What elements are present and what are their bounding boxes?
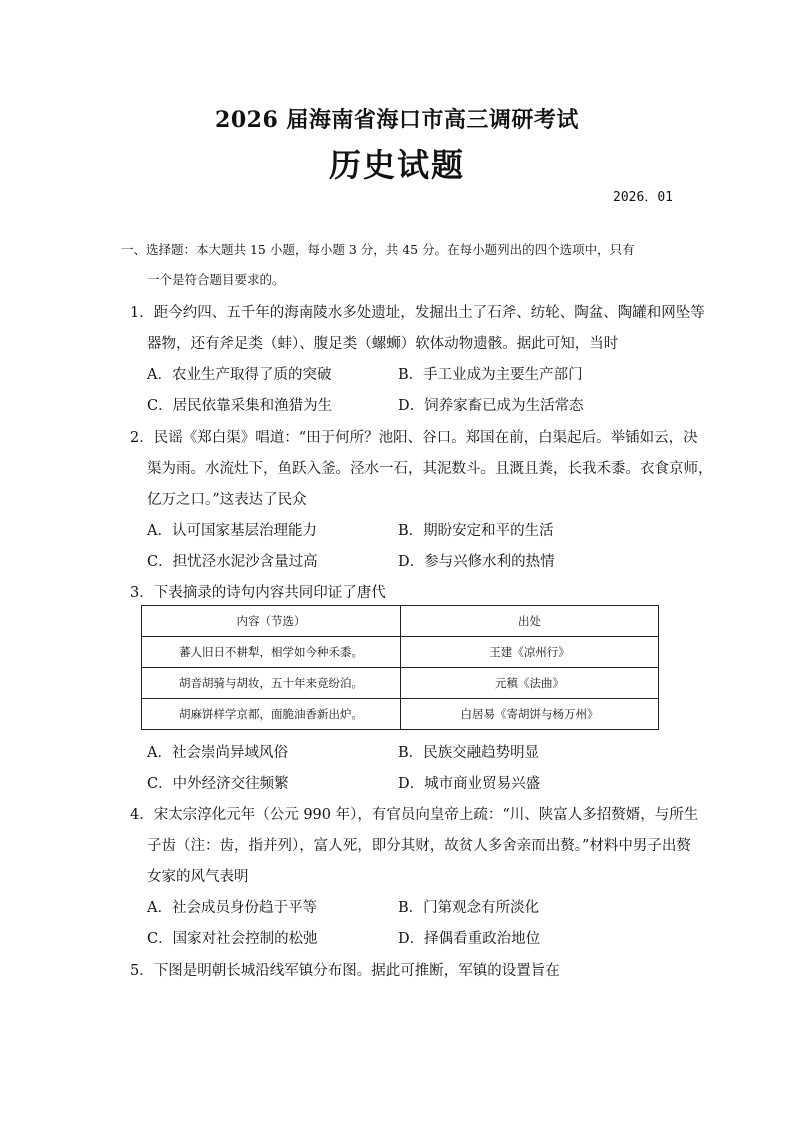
table-row bbox=[142, 637, 659, 668]
q1-option-a: A．农业生产取得了质的突破 bbox=[147, 367, 332, 383]
q1-stem-line1: 1．距今约四、五千年的海南陵水多处遗址，发掘出土了石斧、纺轮、陶盆、陶罐和网坠等 bbox=[130, 305, 705, 321]
q1-stem-line2: 器物，还有斧足类（蚌）、腹足类（螺蛳）软体动物遗骸。据此可知，当时 bbox=[147, 336, 619, 352]
q4-option-b: B．门第观念有所淡化 bbox=[398, 900, 540, 916]
q2-stem-line3: 亿万之口。”这表达了民众 bbox=[147, 492, 307, 508]
table-cell-content: 胡音胡骑与胡妆，五十年来竞纷泊。 bbox=[142, 668, 401, 699]
exam-date: 2026．01 bbox=[613, 190, 673, 205]
q4-stem-line1: 4．宋太宗淳化元年（公元 990 年），有官员向皇帝上疏：“川、陕富人多招赘婿，与所生 bbox=[130, 807, 699, 823]
table-row bbox=[142, 668, 659, 699]
section-instruction-line1: 一、选择题：本大题共 15 小题，每小题 3 分，共 45 分。在每小题列出的四个选项中，只有 bbox=[121, 242, 635, 257]
q3-option-d: D．城市商业贸易兴盛 bbox=[398, 776, 541, 792]
q2-stem-line2: 渠为雨。水流灶下，鱼跃入釜。泾水一石，其泥数斗。且溉且粪，长我禾黍。衣食京师， bbox=[147, 461, 713, 477]
q3-option-a: A．社会崇尚异域风俗 bbox=[147, 745, 288, 761]
q2-stem-line1: 2．民谣《郑白渠》唱道：“田于何所？池阳、谷口。郑国在前，白渠起后。举锸如云，决 bbox=[130, 430, 698, 446]
q5-stem-line1: 5．下图是明朝长城沿线军镇分布图。据此可推断，军镇的设置旨在 bbox=[130, 963, 560, 979]
q1-option-d: D．饲养家畜已成为生活常态 bbox=[398, 398, 584, 414]
q4-option-c: C．国家对社会控制的松弛 bbox=[147, 931, 318, 947]
q4-option-a: A．社会成员身份趋于平等 bbox=[147, 900, 317, 916]
table-cell-content: 胡麻饼样学京都，面脆油香新出炉。 bbox=[142, 699, 401, 730]
table-header-content: 内容（节选） bbox=[142, 606, 401, 637]
table-header-source: 出处 bbox=[401, 606, 659, 637]
table-row bbox=[142, 699, 659, 730]
q2-option-b: B．期盼安定和平的生活 bbox=[398, 523, 554, 539]
q3-poem-table bbox=[141, 605, 659, 730]
q2-option-d: D．参与兴修水利的热情 bbox=[398, 554, 555, 570]
q1-option-b: B．手工业成为主要生产部门 bbox=[398, 367, 583, 383]
q3-option-b: B．民族交融趋势明显 bbox=[398, 745, 540, 761]
q4-option-d: D．择偶看重政治地位 bbox=[398, 931, 541, 947]
q2-option-a: A．认可国家基层治理能力 bbox=[147, 523, 317, 539]
table-cell-source: 元稹《法曲》 bbox=[401, 668, 659, 699]
q4-stem-line2: 子齿（注：齿，指并列），富人死，即分其财，故贫人多舍亲而出赘。”材料中男子出赘 bbox=[147, 838, 691, 854]
exam-title: 2026 届海南省海口市高三调研考试 bbox=[215, 107, 579, 133]
exam-subject: 历史试题 bbox=[328, 146, 465, 184]
q3-option-c: C．中外经济交往频繁 bbox=[147, 776, 289, 792]
table-cell-source: 王建《凉州行》 bbox=[401, 637, 659, 668]
q1-option-c: C．居民依靠采集和渔猎为生 bbox=[147, 398, 333, 414]
q2-option-c: C．担忧泾水泥沙含量过高 bbox=[147, 554, 318, 570]
q3-stem-line1: 3．下表摘录的诗句内容共同印证了唐代 bbox=[130, 585, 386, 601]
section-instruction-line2: 一个是符合题目要求的。 bbox=[147, 272, 285, 287]
table-cell-source: 白居易《寄胡饼与杨万州》 bbox=[401, 699, 659, 730]
table-cell-content: 蕃人旧日不耕犁，相学如今种禾黍。 bbox=[142, 637, 401, 668]
table-header-row bbox=[142, 606, 659, 637]
q4-stem-line3: 女家的风气表明 bbox=[147, 869, 249, 885]
